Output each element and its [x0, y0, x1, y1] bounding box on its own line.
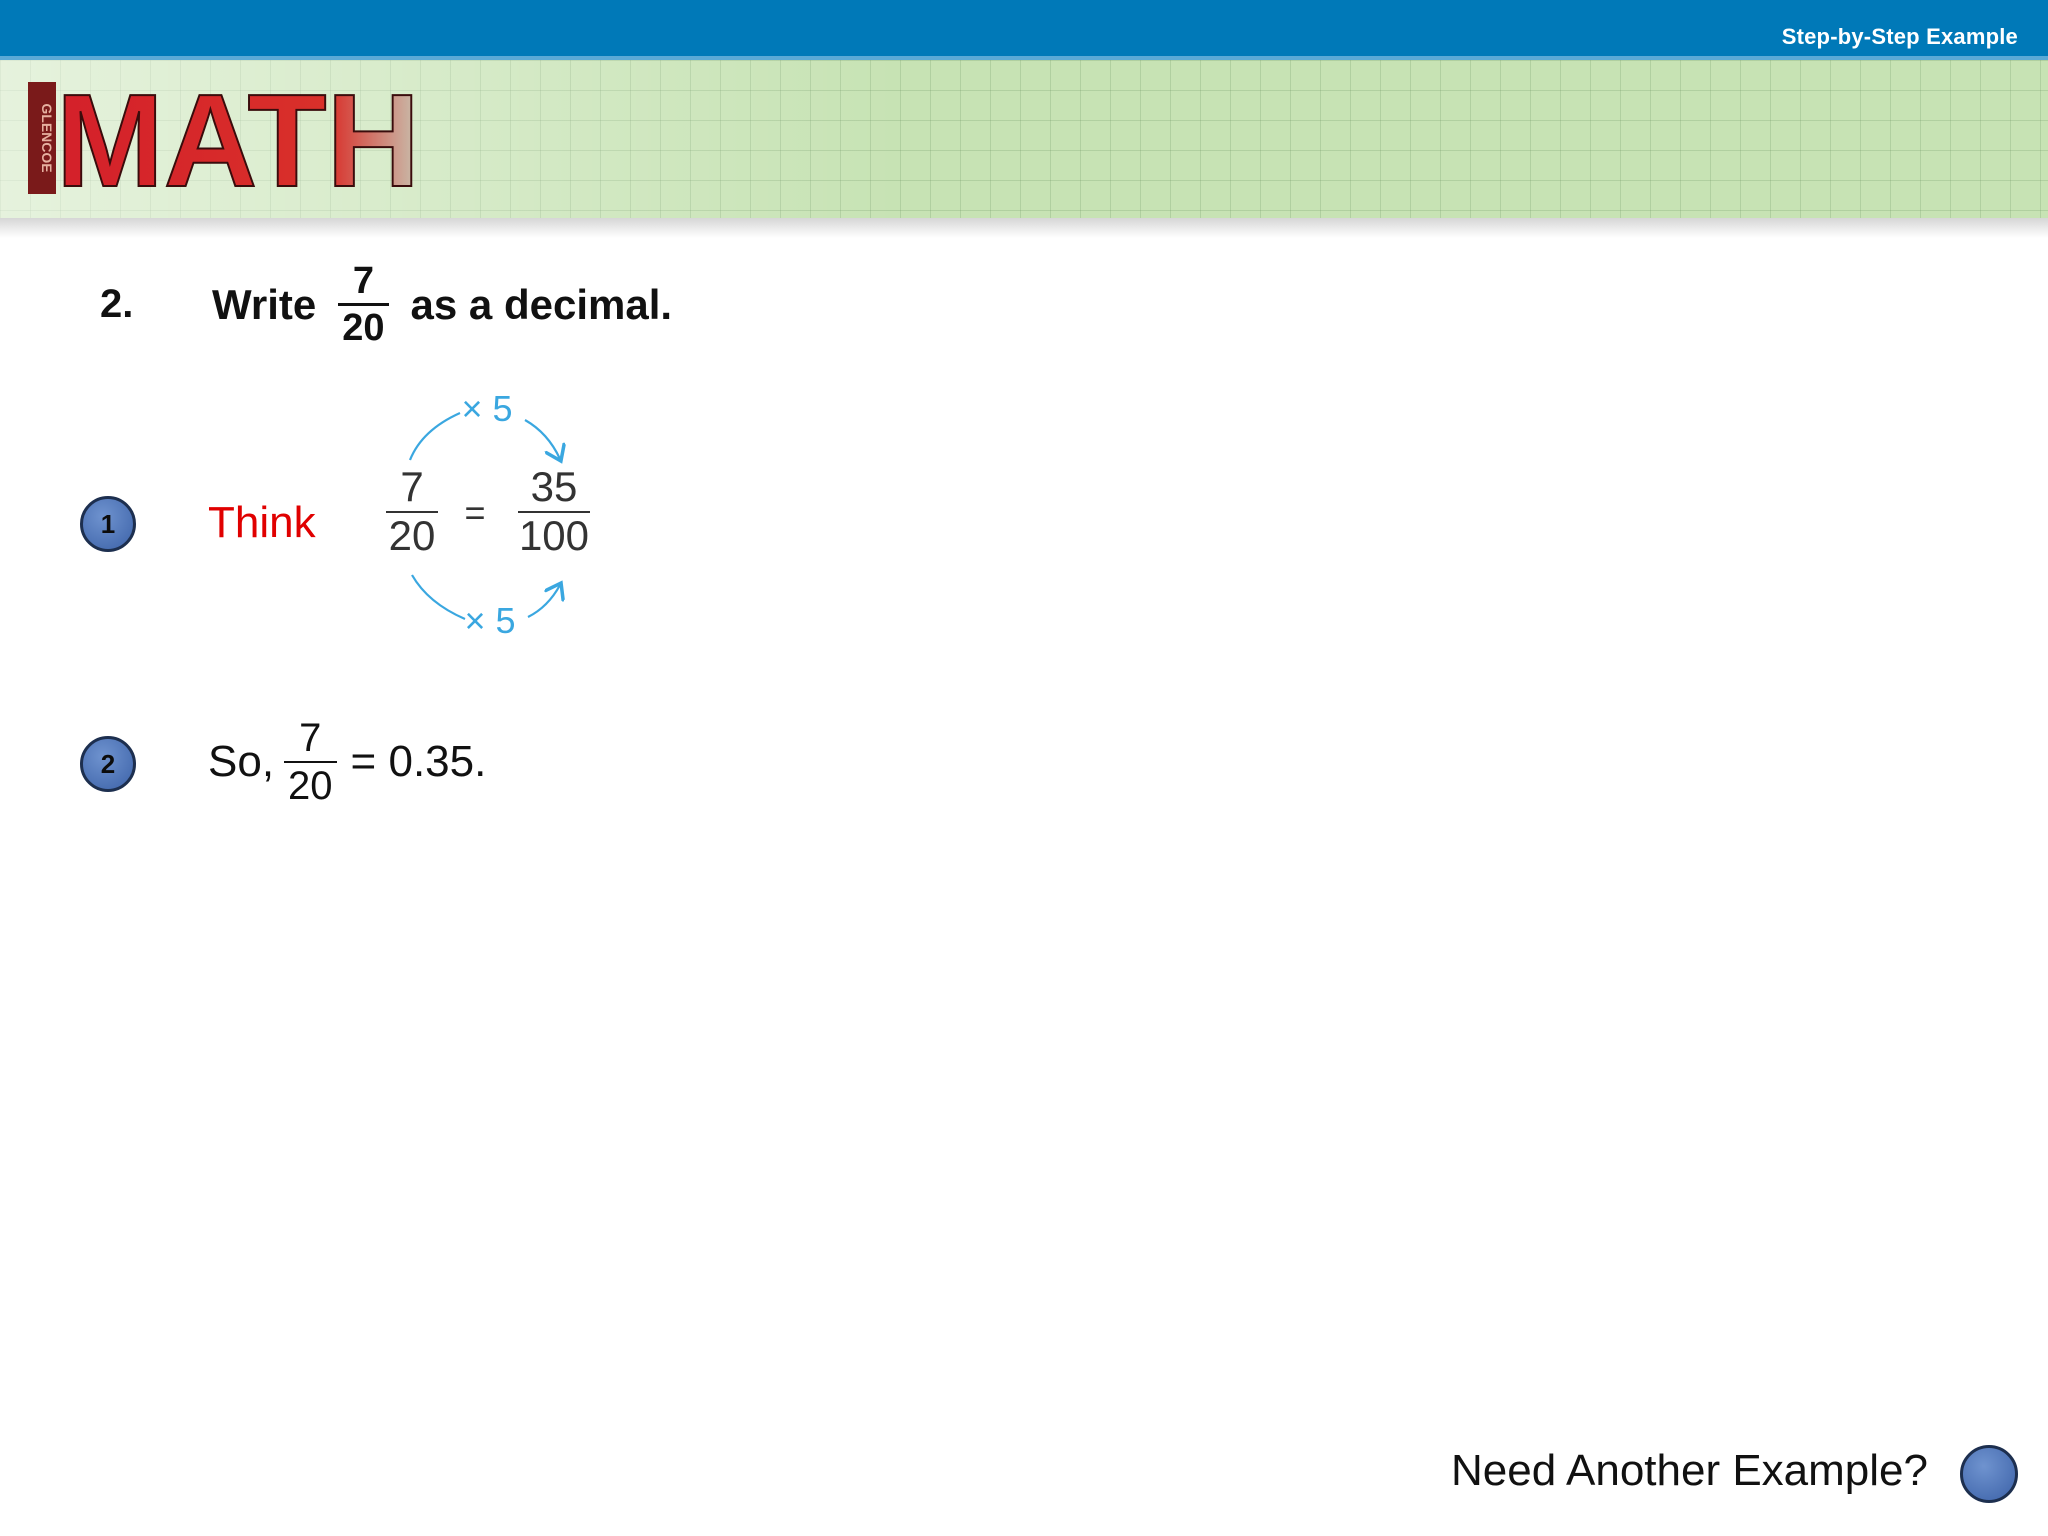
problem-statement [212, 262, 672, 347]
logo-side-text: GLENCOE [39, 103, 55, 173]
right-fraction-denominator: 100 [518, 512, 590, 559]
step-2-result: = 0.35. [350, 737, 487, 786]
step-badge-2: 2 [80, 736, 136, 792]
top-arc-arrow [525, 420, 560, 459]
problem-suffix: as a decimal. [410, 280, 673, 328]
problem-fraction-denominator: 20 [338, 303, 388, 347]
top-arc-left [410, 413, 460, 460]
need-another-example-link[interactable]: Need Another Example? [1451, 1446, 1928, 1495]
equivalent-fraction-diagram [360, 385, 620, 645]
problem-prefix: Write [212, 280, 317, 328]
left-fraction-denominator: 20 [388, 512, 436, 559]
equals-sign: = [464, 492, 486, 533]
right-fraction-numerator: 35 [530, 463, 578, 510]
banner-shadow [0, 218, 2048, 238]
left-fraction-numerator: 7 [400, 463, 424, 510]
step-2-fraction [284, 718, 337, 806]
step-2-fraction-numerator: 7 [299, 716, 322, 760]
bottom-multiplier: × 5 [464, 600, 516, 641]
step-2-statement [208, 718, 486, 806]
top-bar [0, 0, 2048, 60]
bottom-arc-arrow [528, 585, 560, 617]
bottom-arc-left [412, 575, 465, 619]
problem-fraction [338, 262, 388, 347]
think-label: Think [208, 498, 316, 547]
step-2-prefix: So, [208, 737, 275, 786]
logo-text: MATH [56, 67, 420, 212]
step-by-step-label: Step-by-Step Example [1781, 24, 2018, 49]
next-example-button[interactable] [1960, 1445, 2018, 1503]
problem-fraction-numerator: 7 [352, 260, 374, 302]
problem-number: 2. [100, 282, 134, 326]
math-logo [20, 62, 420, 212]
step-2-fraction-denominator: 20 [284, 761, 337, 806]
step-badge-1: 1 [80, 496, 136, 552]
top-multiplier: × 5 [461, 388, 513, 429]
